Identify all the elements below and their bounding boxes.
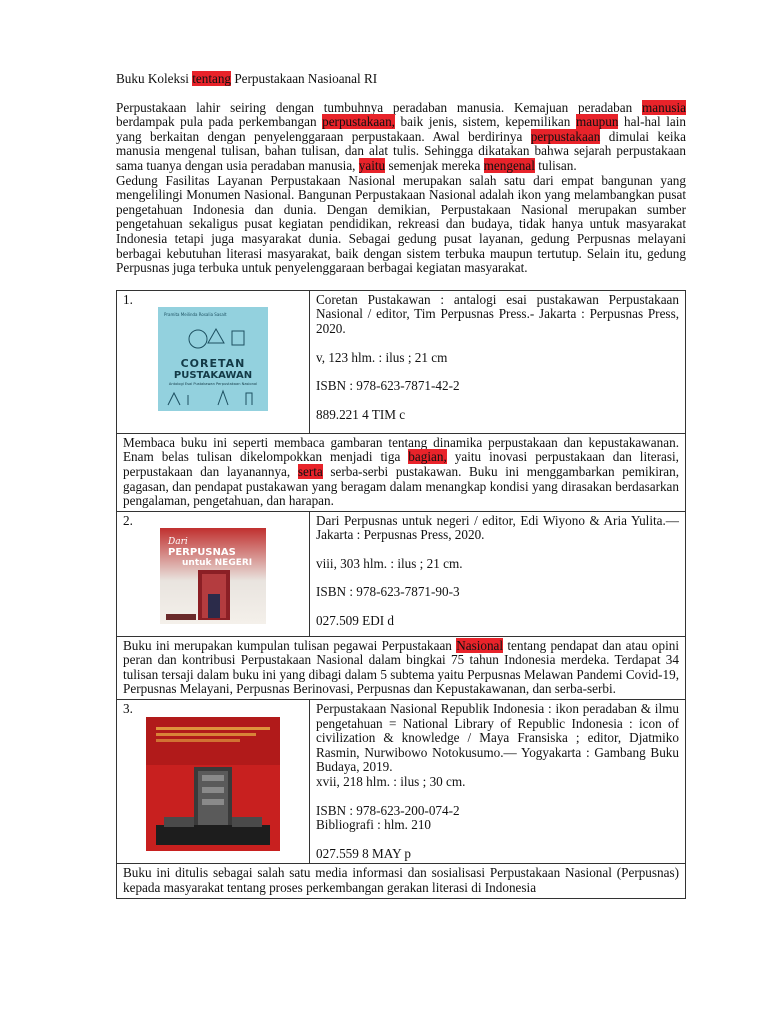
cover-author: Pramita Meilinda Rosalia Sasalt (164, 312, 227, 318)
book-description (117, 433, 686, 511)
highlighted-word: manusia (642, 99, 686, 115)
cover-title: CORETAN (180, 357, 246, 371)
text-run: Buku ini merupakan kumpulan tulisan pegawai Perpustakaan (123, 637, 457, 653)
book-title: Perpustakaan Nasional Republik Indonesia : ikon peradaban & ilmu pengetahuan = National Library of Republic Indonesia : icon of civilization & knowledge / Maya Fransiska ; editor, Djatmiko Rasmin, Nurwibowo Notokusumo.— Yogyakarta : Gambang Buku Budaya, 2019. (316, 701, 679, 775)
book-cover-coretan-pustakawan (158, 307, 268, 411)
text-run: tentang pendapat dan atau opini peran dan kontribusi Perpustakaan Nasional dalam bingkai 75 tahun Indonesia merdeka. Terdapat 34 tulisan tersaji dalam buku ini yang dibagi dalam 5 subtema yaitu Perpusnas Melawan Pandemi Covid-19, Perpusnas Melayani, Perpusnas Berinovasi, Perpusnas dan Kepustakawanan, dan serba-serbi. (123, 637, 679, 697)
document-page (116, 72, 686, 899)
highlighted-word: perpustakaan (530, 128, 601, 144)
highlighted-word: yaitu (358, 157, 386, 173)
text-run: tulisan. (534, 157, 577, 173)
book-isbn: ISBN : 978-623-7871-90-3 (316, 584, 460, 600)
book-cover-perpustakaan-nasional (146, 717, 280, 851)
book-description (117, 636, 686, 699)
book-number: 3. (123, 701, 133, 717)
book-metadata (310, 511, 686, 636)
catalog-table (116, 290, 686, 899)
book-physical-description: viii, 303 hlm. : ilus ; 21 cm. (316, 555, 463, 571)
text-run: dimulai keika manusia mengenal tulisan, bahan tulisan, dan alat tulis. Sehingga dikatakan bahwa sejarah perpustakaan sama tuanya dengan usia peradaban manusia, (116, 128, 686, 173)
book-isbn: ISBN : 978-623-7871-42-2 (316, 378, 460, 394)
text-run: berdampak pula pada perkembangan (116, 114, 323, 130)
book-cover-cell (117, 511, 310, 636)
book-row (117, 700, 686, 864)
book-description (117, 864, 686, 898)
book-row (117, 290, 686, 433)
book-call-number: 889.221 4 TIM c (316, 406, 406, 422)
book-cover-dari-perpusnas (160, 528, 266, 624)
cover-subtitle: Antologi Esai Pustakawan Perpustakaan Nasional (168, 382, 258, 387)
highlighted-word: Nasional (456, 637, 504, 653)
book-title: Dari Perpusnas untuk negeri / editor, Edi Wiyono & Aria Yulita.— Jakarta : Perpusnas Press, 2020. (316, 512, 679, 543)
highlighted-word: serta (297, 463, 323, 479)
text-run: baik jenis, sistem, kepemilikan (394, 114, 576, 130)
book-physical-description: v, 123 hlm. : ilus ; 21 cm (316, 349, 448, 365)
highlighted-word: perpustakaan, (322, 114, 395, 130)
book-description-row (117, 636, 686, 699)
book-number: 2. (123, 512, 133, 528)
book-title: Coretan Pustakawan : antalogi esai pustakawan Perpustakaan Nasional / editor, Tim Perpusnas Press.- Jakarta : Perpusnas Press, 2020. (316, 291, 679, 336)
book-description-row (117, 864, 686, 898)
highlighted-word: mengenal (483, 157, 535, 173)
cover-title-3: untuk NEGERI (182, 558, 253, 569)
text-run: Membaca buku ini seperti membaca gambaran tentang dinamika perpustakaan dan kepustakawanan. Enam belas tulisan dikelompokkan menjadi tiga (123, 434, 679, 465)
book-metadata (310, 700, 686, 864)
book-cover-cell (117, 290, 310, 433)
text-run: Buku ini ditulis sebagai salah satu media informasi dan sosialisasi Perpustakaan Nasional (Perpusnas) kepada masyarakat tentang proses perkembangan gerakan literasi di Indonesia (123, 865, 679, 895)
book-call-number: 027.509 EDI d (316, 613, 395, 629)
title-text: Perpustakaan Nasioanal RI (231, 71, 378, 86)
book-cover-cell (117, 700, 310, 864)
book-number: 1. (123, 291, 133, 307)
book-description-row (117, 433, 686, 511)
book-row (117, 511, 686, 636)
cover-title-2: PUSTAKAWAN (173, 370, 253, 382)
book-isbn: ISBN : 978-623-200-074-2 (316, 802, 460, 818)
text-run: hal-hal lain yang berkaitan dengan penyelenggaraan perpustakaan. Awal berdirinya (116, 114, 686, 144)
intro-paragraph-2: Gedung Fasilitas Layanan Perpustakaan Nasional merupakan salah satu dari empat bangunan yang mengelilingi Monumen Nasional. Bangunan Perpustakaan Nasional adalah ikon yang melambangkan pusat pengetahuan Indonesia dan dunia. Dengan demikian, Perpustakaan Nasional merupakan sumber pengetahuan sekaligus pusat kegiatan pendidikan, rekreasi dan budaya, tidak hanya untuk masyarakat Indonesia tetapi juga masyarakat dunia. Sebagai gedung pusat layanan, gedung Perpusnas melayani berbagai kebutuhan literasi masyarakat, baik dengan sistem terbuka maupun tertutup. Selain itu, gedung Perpusnas juga terbuka untuk penyelenggaraan berbagai kegiatan masyarakat. (116, 172, 686, 276)
text-run: serba-serbi pustakawan. Buku ini menggambarkan pemikiran, gagasan, dan pendapat pustakawan yang beragam dalam menangkap kondisi yang dirasakan berdasarkan pengalaman, pengetahuan, dan harapan. (123, 463, 680, 509)
highlighted-word: maupun (575, 114, 619, 130)
cover-title: Dari (168, 537, 188, 548)
book-physical-description: xvii, 218 hlm. : ilus ; 30 cm. (316, 774, 466, 790)
document-title (116, 72, 686, 87)
book-call-number: 027.559 8 MAY p (316, 845, 412, 861)
intro-paragraph (116, 101, 686, 174)
text-run: yaitu inovasi perpustakaan dan literasi, perpustakaan dan layanannya, (123, 449, 679, 479)
highlighted-word: bagian, (408, 449, 447, 465)
title-text: Buku Koleksi (116, 71, 193, 86)
highlighted-word: tentang (192, 71, 232, 86)
text-run: Perpustakaan lahir seiring dengan tumbuhnya peradaban manusia. Kemajuan peradaban (116, 99, 643, 115)
text-run: semenjak mereka (385, 157, 484, 173)
book-metadata (310, 290, 686, 433)
book-bibliography: Bibliografi : hlm. 210 (316, 817, 432, 833)
cover-title-2: PERPUSNAS (168, 547, 236, 559)
